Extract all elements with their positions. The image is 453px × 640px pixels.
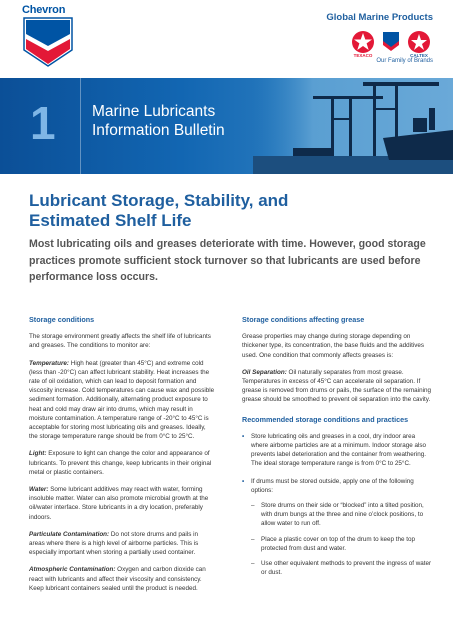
list-item: – Use other equivalent methods to prevent the ingress of water or dust. (251, 559, 432, 577)
term-text: Oxygen and carbon dioxide can react with lubricants and affect their viscosity and consistency. Keep lubricant containers sealed until the product is needed. (29, 566, 206, 592)
port-crane-photo-icon (253, 78, 453, 174)
page-title (29, 191, 429, 231)
list-item (242, 477, 432, 578)
term-label: Water: (29, 486, 49, 494)
brand-name: Chevron (22, 4, 66, 16)
page-title-line-1: Lubricant Storage, Stability, and (29, 191, 289, 210)
texaco-wordmark: TEXACO (353, 53, 373, 58)
caltex-wordmark: CALTEX (410, 53, 428, 58)
banner-title-line-1: Marine Lubricants (92, 103, 216, 120)
chevron-small-logo-icon (383, 32, 399, 51)
page-title-line-2: Estimated Shelf Life (29, 211, 192, 230)
particulate-paragraph (29, 530, 215, 558)
term-label: Oil Separation: (242, 368, 287, 376)
term-label: Particulate Contamination: (29, 530, 110, 538)
left-column (29, 315, 215, 601)
term-text: Do not store drums and pails in areas where there is a high level of airborne particles. This is especially important when storing a partially used container. (29, 530, 199, 557)
header-bar (0, 0, 453, 76)
term-label: Atmospheric Contamination: (29, 566, 116, 574)
temperature-paragraph (29, 359, 215, 442)
banner-title-line-2: Information Bulletin (92, 122, 225, 139)
list-item: – Store drums on their side or “blocked” into a tilted position, with drum bungs at the three and nine o’clock positions, to allow water to run off. (251, 501, 432, 529)
list-item: – Place a plastic cover on top of the drum to keep the top protected from dust and water. (251, 535, 432, 553)
bulletin-number: 1 (30, 97, 56, 149)
right-column (242, 315, 432, 585)
family-of-brands: Our Family of Brands (376, 58, 433, 64)
storage-intro: The storage environment greatly affects the shelf life of lubricants and greases. The conditions to monitor are: (29, 333, 211, 350)
storage-conditions-heading: Storage conditions (29, 315, 95, 324)
grease-intro: Grease properties may change during storage depending on thickener type, its concentration, the base fluids and the additives used. One condition that commonly affects greases is: (242, 333, 425, 359)
banner (0, 78, 453, 174)
water-paragraph (29, 485, 215, 522)
oil-separation-paragraph (242, 368, 432, 405)
term-text: Oil naturally separates from most grease. Temperatures in excess of 45°C can accelerate oil separation. If grease is removed from drums or pails, the surface of the remaining grease should be smoothed to prevent oil separation into the cavity. (242, 368, 431, 404)
term-text: Exposure to light can change the color and appearance of lubricants. To prevent this change, keep lubricants in their original metal or plastic containers. (29, 450, 212, 476)
atmospheric-paragraph (29, 565, 215, 593)
caltex-logo-icon (408, 31, 430, 58)
recommendations-list (242, 432, 432, 578)
term-text: High heat (greater than 45°C) and extreme cold (less than -20°C) can affect lubricant stability. Heat increases the rate of oil oxidation, which can lead to deposit formation and viscosity increase. Cold temperatures can cause wax and possible sediment formation. Additionally, alternating product exposure to heat and cold may draw air into drums, which may result in moisture contamination. A temperature range of -20°C to 45°C is acceptable for storing most lubricating oils and greases. Ideally, the storage temperature range should be from 0°C to 25°C. (29, 359, 215, 441)
tagline: Global Marine Products (326, 12, 433, 23)
recommended-heading: Recommended storage conditions and practices (242, 414, 409, 424)
brand-family-logos-icon (349, 28, 433, 58)
light-paragraph (29, 449, 215, 477)
lead-paragraph: Most lubricating oils and greases deteriorate with time. However, good storage practices promote sufficient stock turnover so that lubricants are used before performance loss occurs. (29, 238, 426, 283)
term-label: Light: (29, 450, 47, 458)
chevron-logo-icon (22, 6, 74, 68)
banner-title (92, 102, 225, 140)
texaco-logo-icon (352, 31, 374, 58)
banner-divider (80, 78, 81, 174)
outdoor-options-list (251, 501, 432, 577)
grease-heading: Storage conditions affecting grease (242, 315, 365, 324)
term-text: Some lubricant additives may react with water, forming insoluble matter. Water can also promote microbial growth at the oil/water interface. Store lubricants in a dry location, preferably indoors. (29, 486, 209, 521)
term-label: Temperature: (29, 359, 70, 367)
list-item-text: If drums must be stored outside, apply one of the following options: (251, 477, 414, 494)
list-item: • Store lubricating oils and greases in a cool, dry indoor area where airborne particles are at a minimum. Indoor storage also prevents label deterioration and the container from weathering. The ideal storage temperature range is from 0°C to 25°C. (242, 432, 432, 469)
